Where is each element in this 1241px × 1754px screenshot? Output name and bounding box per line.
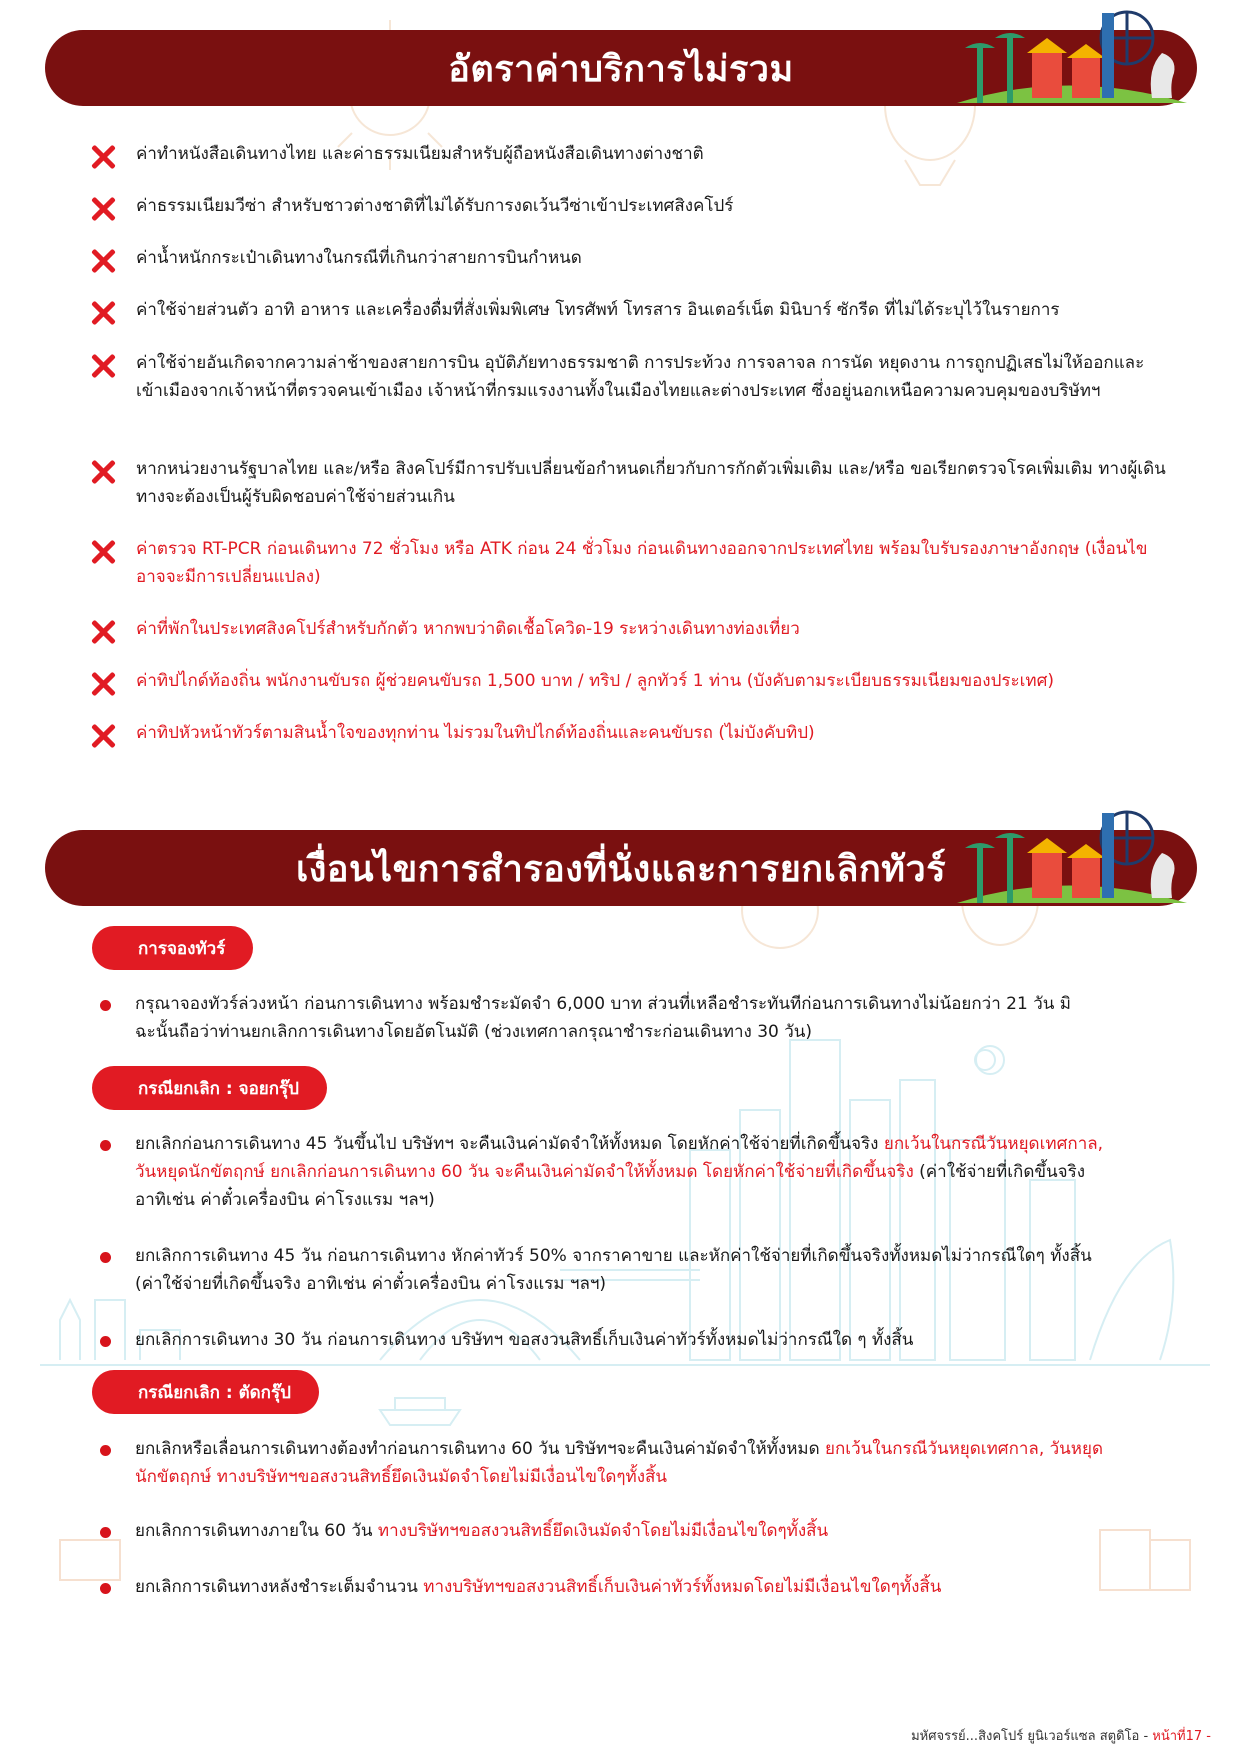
list-item: ค่าตรวจ RT-PCR ก่อนเดินทาง 72 ชั่วโมง หรือ ATK ก่อน 24 ชั่วโมง ก่อนเดินทางออกจากประเทศไทย พร้อมใบรับรองภาษาอังกฤษ (เงื่อนไขอาจจะมีการเปลี่ยนแปลง) [90,535,1170,615]
cancel-join-label: กรณียกเลิก : จอยกรุ๊ป [92,1066,327,1110]
bullet-icon [100,1140,111,1151]
cancel-join-list [100,1130,1110,1366]
item-text-highlight: ทางบริษัทฯขอสงวนสิทธิ์เก็บเงินค่าทัวร์ทั้งหมดโดยไม่มีเงื่อนไขใดๆทั้งสิ้น [423,1577,942,1597]
section-banner-excluded [45,30,1197,106]
list-item [100,1435,1110,1517]
list-item [100,1130,1110,1242]
item-text-note: (ค่าใช้จ่ายที่เกิดขึ้นจริง อาทิเช่น ค่าตั๋วเครื่องบิน ค่าโรงแรม ฯลฯ) [135,1162,1085,1210]
cancel-private-list [100,1435,1110,1613]
cross-icon [90,143,116,171]
item-text: ยกเลิกการเดินทาง 30 วัน ก่อนการเดินทาง บริษัทฯ ขอสงวนสิทธิ์เก็บเงินค่าทัวร์ทั้งหมดไม่ว่ากรณีใด ๆ ทั้งสิ้น [135,1330,914,1350]
list-item: ค่าที่พักในประเทศสิงคโปร์สำหรับกักตัว หากพบว่าติดเชื้อโควิด-19 ระหว่างเดินทางท่องเที่ยว [90,615,1170,667]
list-item: ค่าทำหนังสือเดินทางไทย และค่าธรรมเนียมสำหรับผู้ถือหนังสือเดินทางต่างชาติ [90,140,1170,192]
cross-icon [90,722,116,750]
cross-icon [90,538,116,566]
list-item: ค่าธรรมเนียมวีซ่า สำหรับชาวต่างชาติที่ไม่ได้รับการงดเว้นวีซ่าเข้าประเทศสิงคโปร์ [90,192,1170,244]
bullet-icon [100,1000,111,1011]
singapore-landmarks-illustration [937,808,1197,908]
item-text-highlight: ยกเว้นในกรณีวันหยุดเทศกาล, วันหยุดนักขัตฤกษ์ ทางบริษัทฯขอสงวนสิทธิ์ยึดเงินมัดจำโดยไม่มีเงื่อนไขใดๆทั้งสิ้น [135,1439,1104,1487]
booking-label: การจองทัวร์ [92,926,253,970]
item-text-highlight: ยกเว้นในกรณีวันหยุดเทศกาล, วันหยุดนักขัตฤกษ์ ยกเลิกก่อนการเดินทาง 60 วัน จะคืนเงินค่ามัดจำให้ทั้งหมด โดยหักค่าใช้จ่ายที่เกิดขึ้นจริง [135,1134,1104,1182]
item-text: ยกเลิกการเดินทาง 45 วัน ก่อนการเดินทาง หักค่าทัวร์ 50% จากราคาขาย และหักค่าใช้จ่ายที่เกิดขึ้นจริงทั้งหมดไม่ว่ากรณีใดๆ ทั้งสิ้น (ค่าใช้จ่ายที่เกิดขึ้นจริง อาทิเช่น ค่าตั๋วเครื่องบิน ค่าโรงแรม ฯลฯ) [135,1246,1092,1294]
cross-icon [90,247,116,275]
excluded-list [90,140,1170,771]
item-text: ยกเลิกการเดินทางภายใน 60 วัน [135,1521,378,1541]
bullet-icon [100,1583,111,1594]
footer-text: มหัศจรรย์...สิงคโปร์ ยูนิเวอร์แซล สตูดิโอ - [911,1729,1153,1744]
item-text: ยกเลิกการเดินทางหลังชำระเต็มจำนวน [135,1577,424,1597]
bullet-icon [100,1252,111,1263]
cross-icon [90,299,116,327]
cross-icon [90,618,116,646]
list-item: หากหน่วยงานรัฐบาลไทย และ/หรือ สิงคโปร์มีการปรับเปลี่ยนข้อกำหนดเกี่ยวกับการกักตัวเพิ่มเติม และ/หรือ ขอเรียกตรวจโรคเพิ่มเติม ทางผู้เดินทางจะต้องเป็นผู้รับผิดชอบค่าใช้จ่ายส่วนเกิน [90,455,1170,535]
booking-list [100,990,1110,1046]
section-banner-booking [45,830,1197,906]
list-item [100,1326,1110,1366]
page-footer [911,1725,1211,1746]
cross-icon [90,352,116,380]
section-title: เงื่อนไขการสำรองที่นั่งและการยกเลิกทัวร์ [295,848,947,890]
bullet-icon [100,1527,111,1538]
section-title: อัตราค่าบริการไม่รวม [448,48,794,90]
cancel-private-label: กรณียกเลิก : ตัดกรุ๊ป [92,1370,319,1414]
cross-icon [90,195,116,223]
page-number: หน้าที่17 - [1152,1729,1211,1744]
list-item [100,1242,1110,1326]
item-text: ยกเลิกก่อนการเดินทาง 45 วันขึ้นไป บริษัทฯ จะคืนเงินค่ามัดจำให้ทั้งหมด โดยหักค่าใช้จ่ายที่เกิดขึ้นจริง [135,1134,884,1154]
list-item: ค่าทิปไกด์ท้องถิ่น พนักงานขับรถ ผู้ช่วยคนขับรถ 1,500 บาท / ทริป / ลูกทัวร์ 1 ท่าน (บังคับตามระเบียบธรรมเนียมของประเทศ) [90,667,1170,719]
list-item: ค่าใช้จ่ายอันเกิดจากความล่าช้าของสายการบิน อุบัติภัยทางธรรมชาติ การประท้วง การจลาจล การนัด หยุดงาน การถูกปฏิเสธไม่ให้ออกและเข้าเมืองจากเจ้าหน้าที่ตรวจคนเข้าเมือง เจ้าหน้าที่กรมแรงงานทั้งในเมืองไทยและต่างประเทศ ซึ่งอยู่นอกเหนือความควบคุมของบริษัทฯ [90,349,1170,455]
list-item: กรุณาจองทัวร์ล่วงหน้า ก่อนการเดินทาง พร้อมชำระมัดจำ 6,000 บาท ส่วนที่เหลือชำระทันทีก่อนการเดินทางไม่น้อยกว่า 21 วัน มิฉะนั้นถือว่าท่านยกเลิกการเดินทางโดยอัตโนมัติ (ช่วงเทศกาลกรุณาชำระก่อนเดินทาง 30 วัน) [100,990,1110,1046]
cross-icon [90,458,116,486]
singapore-landmarks-illustration [937,8,1197,108]
list-item [100,1517,1110,1573]
list-item [100,1573,1110,1613]
item-text-highlight: ทางบริษัทฯขอสงวนสิทธิ์ยึดเงินมัดจำโดยไม่มีเงื่อนไขใดๆทั้งสิ้น [377,1521,829,1541]
bullet-icon [100,1445,111,1456]
list-item: ค่าน้ำหนักกระเป๋าเดินทางในกรณีที่เกินกว่าสายการบินกำหนด [90,244,1170,296]
list-item: ค่าทิปหัวหน้าทัวร์ตามสินน้ำใจของทุกท่าน ไม่รวมในทิปไกด์ท้องถิ่นและคนขับรถ (ไม่บังคับทิป) [90,719,1170,771]
item-text: ยกเลิกหรือเลื่อนการเดินทางต้องทำก่อนการเดินทาง 60 วัน บริษัทฯจะคืนเงินค่ามัดจำให้ทั้งหมด [135,1439,826,1459]
cross-icon [90,670,116,698]
list-item: ค่าใช้จ่ายส่วนตัว อาทิ อาหาร และเครื่องดื่มที่สั่งเพิ่มพิเศษ โทรศัพท์ โทรสาร อินเตอร์เน็ต มินิบาร์ ซักรีด ที่ไม่ได้ระบุไว้ในรายการ [90,296,1170,349]
bullet-icon [100,1336,111,1347]
